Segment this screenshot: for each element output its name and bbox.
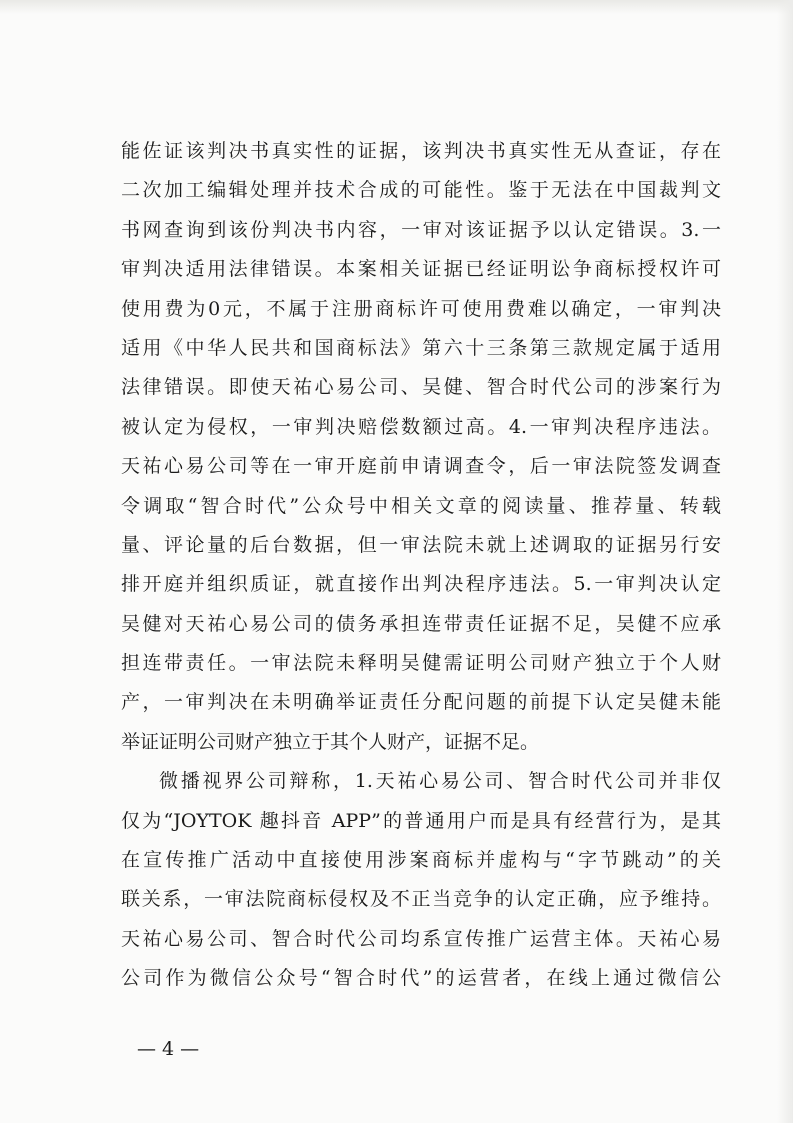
scan-top-shadow — [0, 0, 793, 14]
text-line: 举证证明公司财产独立于其个人财产，证据不足。 — [121, 730, 540, 753]
paragraph-appeal-reasons — [121, 132, 721, 762]
text-line: 能佐证该判决书真实性的证据，该判决书真实性无从查证，存在 — [121, 140, 721, 162]
text-line: 量、评论量的后台数据，但一审法院未就上述调取的证据另行安 — [121, 533, 721, 556]
text-line: 在宣传推广活动中直接使用涉案商标并虚构与“字节跳动”的关 — [121, 849, 721, 872]
text-line: 二次加工编辑处理并技术合成的可能性。鉴于无法在中国裁判文 — [121, 179, 721, 202]
text-line: 书网查询到该份判决书内容，一审对该证据予以认定错误。3.一 — [121, 218, 721, 241]
page-number: — 4 — — [137, 1038, 200, 1060]
paragraph-respondent-defense — [121, 762, 721, 998]
text-line: 适用《中华人民共和国商标法》第六十三条第三款规定属于适用 — [121, 336, 721, 359]
text-line: 被认定为侵权，一审判决赔偿数额过高。4.一审判决程序违法。 — [121, 415, 721, 438]
text-line: 天祐心易公司、智合时代公司均系宣传推广运营主体。天祐心易 — [121, 927, 721, 950]
text-line: 产，一审判决在未明确举证责任分配问题的前提下认定吴健未能 — [121, 691, 721, 714]
text-line: 仅为“JOYTOK 趣抖音 APP”的普通用户而是具有经营行为，是其 — [121, 809, 721, 832]
scan-right-shadow — [777, 0, 793, 1123]
text-line: 令调取“智合时代”公众号中相关文章的阅读量、推荐量、转载 — [121, 494, 721, 517]
text-line: 担连带责任。一审法院未释明吴健需证明公司财产独立于个人财 — [121, 652, 721, 675]
text-line: 审判决适用法律错误。本案相关证据已经证明讼争商标授权许可 — [121, 258, 721, 281]
text-line: 微播视界公司辩称，1.天祐心易公司、智合时代公司并非仅 — [159, 770, 721, 793]
text-line: 联关系，一审法院商标侵权及不正当竞争的认定正确，应予维持。 — [121, 888, 721, 911]
text-line: 吴健对天祐心易公司的债务承担连带责任证据不足，吴健不应承 — [121, 612, 721, 635]
document-body — [121, 132, 721, 999]
text-line: 法律错误。即使天祐心易公司、吴健、智合时代公司的涉案行为 — [121, 376, 721, 399]
text-line: 公司作为微信公众号“智合时代”的运营者，在线上通过微信公 — [121, 967, 721, 990]
text-line: 使用费为0元，不属于注册商标许可使用费难以确定，一审判决 — [121, 297, 721, 320]
text-line: 天祐心易公司等在一审开庭前申请调查令，后一审法院签发调查 — [121, 455, 721, 478]
text-line: 排开庭并组织质证，就直接作出判决程序违法。5.一审判决认定 — [121, 573, 721, 596]
